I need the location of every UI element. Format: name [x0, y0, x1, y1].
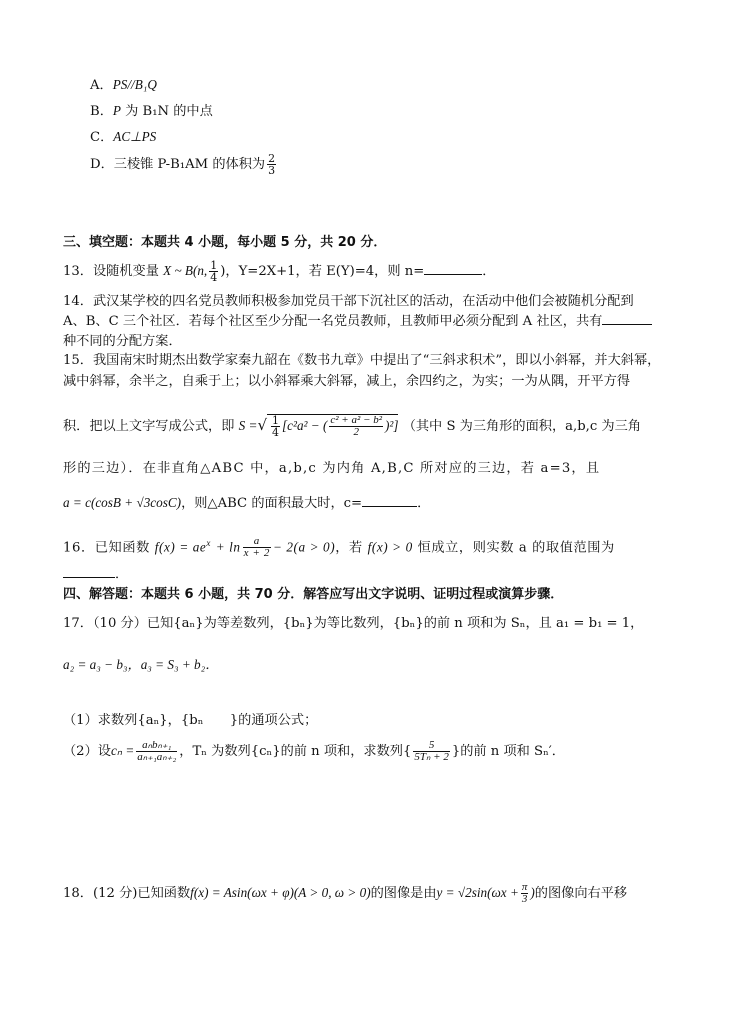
q14-line1: 14．武汉某学校的四名党员教师积极参加党员干部下沉社区的活动，在活动中他们会被随机分配到: [63, 294, 634, 309]
option-c: [90, 128, 671, 147]
question-16: 16．已知函数 $f(x) = ae^x + \ln$ $\frac{a}{x + 2}$ − 2(a > 0)，若 f(x) > 0 恒成立，则实数 a 的取值范围为: [63, 535, 615, 560]
q15-line3-pre: 积．把以上文字写成公式，即: [63, 419, 235, 434]
q15-formula-fraction: $\frac{\text{c² + a² − b²}}{2}$: [330, 414, 382, 438]
q15-line1: 15．我国南宋时期杰出数学家秦九韶在《数书九章》中提出了“三斜求积术”，即以小斜幂，并大斜幂，: [63, 353, 661, 368]
q16-formula-a: f(x) = ae: [154, 539, 207, 555]
q15-formula-s: S =: [238, 418, 258, 433]
option-a-label: A．: [90, 78, 113, 93]
q15-answer-blank[interactable]: [362, 506, 417, 507]
q16-post: 恒成立，则实数 a 的取值范围为: [417, 540, 615, 556]
q16-mid: ，若: [335, 540, 363, 556]
q16-answer-blank[interactable]: [63, 577, 115, 578]
q16-formula-c: − 2(a > 0): [272, 539, 336, 555]
q18-y-end: ): [530, 885, 535, 900]
q17-part2-mid: ，Tₙ 为数列{cₙ}的前 n 项和，求数列{: [179, 744, 412, 759]
q18-post: 的图像向右平移: [534, 886, 628, 901]
q14-line2: [63, 313, 671, 331]
q17-fraction-c: $\frac{\text{aₙbₙ₊₁}}{\text{aₙ₊₁aₙ₊₂}}$: [137, 739, 177, 763]
option-d-text: 三棱锥 P-B₁AM 的体积为: [113, 157, 266, 172]
q15-line2: 减中斜幂，余半之，自乘于上；以小斜幂乘大斜幂，减上，余四约之，为实；一为从隅，开平方得: [63, 374, 631, 389]
option-d-fraction: $\frac{2}{3}$: [268, 152, 276, 177]
q13-answer-blank[interactable]: [424, 274, 482, 275]
option-a-text: PS//B₁Q: [112, 77, 157, 92]
q17-part2: [63, 740, 671, 763]
q15-sqrt: $\frac{1}{4}$ [c²a² − ( $\frac{\text{c² + a² − b²}}{2}$ )²]: [267, 414, 398, 438]
q13-number: 13．: [63, 264, 93, 279]
q18-pre: 18．(12 分)已知函数: [63, 886, 191, 901]
q13-pre: 设随机变量: [92, 264, 159, 279]
q13-fraction: $\frac{1}{4}$: [210, 259, 218, 284]
question-13: [63, 260, 671, 283]
q16-pre: 16．已知函数: [63, 540, 150, 556]
q17-part1: （1）求数列{aₙ}，{bₙ }的通项公式；: [63, 713, 318, 728]
option-a: [90, 76, 671, 95]
q16-end: ．: [115, 567, 129, 582]
q15-line5-formula: a = c(cosB + √3cosC): [63, 495, 182, 510]
q16-condition: f(x) > 0: [367, 539, 413, 555]
option-c-text: AC⊥PS: [113, 129, 157, 144]
q17-fraction-s: $\frac{5}{\text{5Tₙ + 2}}$: [414, 739, 449, 763]
q14-line2-text: A、B、C 三个社区．若每个社区至少分配一名党员教师，且教师甲必须分配到 A 社区，共有: [63, 314, 603, 329]
q16-line2: [63, 566, 671, 584]
q15-formula-tail: )²]: [385, 418, 399, 433]
q18-mid: 的图像是由: [370, 886, 437, 901]
question-18: [63, 882, 671, 905]
q16-fraction: $\frac{a}{x + 2}$: [243, 535, 270, 560]
q17-part2-c: cₙ =: [110, 743, 135, 758]
q16-formula-b: + ln: [215, 539, 241, 555]
q15-line4: 形的三边）．在非直角△ABC 中，a,b,c 为内角 A,B,C 所对应的三边，若 a=3，且: [63, 461, 601, 476]
q17-line2: a₂ = a₃ − b₃，a₃ = S₃ + b₂．: [63, 657, 219, 672]
option-b-label: B．: [90, 104, 113, 119]
q15-line3: 积．把以上文字写成公式，即 S =√ $\frac{1}{4}$ [c²a² − ( $\frac{\text{c² + a² − b²}}{2}$ )²] （其中 S 为三角形的面积，a,b,c 为三角: [63, 414, 641, 439]
q15-line5-rest: ，则△ABC 的面积最大时，c=: [181, 496, 363, 511]
q18-fraction: $\frac{\pi}{3}$: [521, 881, 528, 905]
option-d: [90, 153, 671, 176]
option-b-text: 为 B₁N 的中点: [125, 104, 213, 119]
q14-line3: 种不同的分配方案．: [63, 334, 182, 349]
section3-heading: 三、填空题：本题共 4 小题，每小题 5 分，共 20 分．: [63, 235, 387, 250]
q13-distribution: X ~ B(n,: [163, 263, 208, 278]
q18-y: y = √2sin(ωx +: [436, 885, 519, 900]
option-c-label: C．: [90, 130, 114, 145]
section4-heading: 四、解答题：本题共 6 小题，共 70 分．解答应写出文字说明、证明过程或演算步骤．: [63, 587, 564, 602]
q14-answer-blank[interactable]: [602, 324, 652, 325]
option-b-pre: P: [112, 103, 121, 118]
q17-part2-pre: （2）设: [63, 744, 111, 759]
q18-function: f(x) = Asin(ωx + φ)(A > 0, ω > 0): [190, 885, 371, 900]
option-d-label: D．: [90, 157, 114, 172]
q15-line3-post: （其中 S 为三角形的面积，a,b,c 为三角: [402, 419, 641, 434]
q17-line1: 17．（10 分）已知{aₙ}为等差数列，{bₙ}为等比数列，{bₙ}的前 n 项和为 Sₙ，且 a₁ = b₁ = 1，: [63, 616, 644, 631]
q13-end: ．: [482, 264, 496, 279]
q17-part2-post: }的前 n 项和 Sₙ′．: [451, 744, 565, 759]
q15-line5-end: ．: [417, 496, 431, 511]
q15-line5: [63, 494, 671, 513]
option-b: [90, 102, 671, 121]
q15-formula-inner: [c²a² − (: [282, 418, 328, 433]
q13-rest: )，Y=2X+1，若 E(Y)=4，则 n=: [220, 264, 425, 279]
